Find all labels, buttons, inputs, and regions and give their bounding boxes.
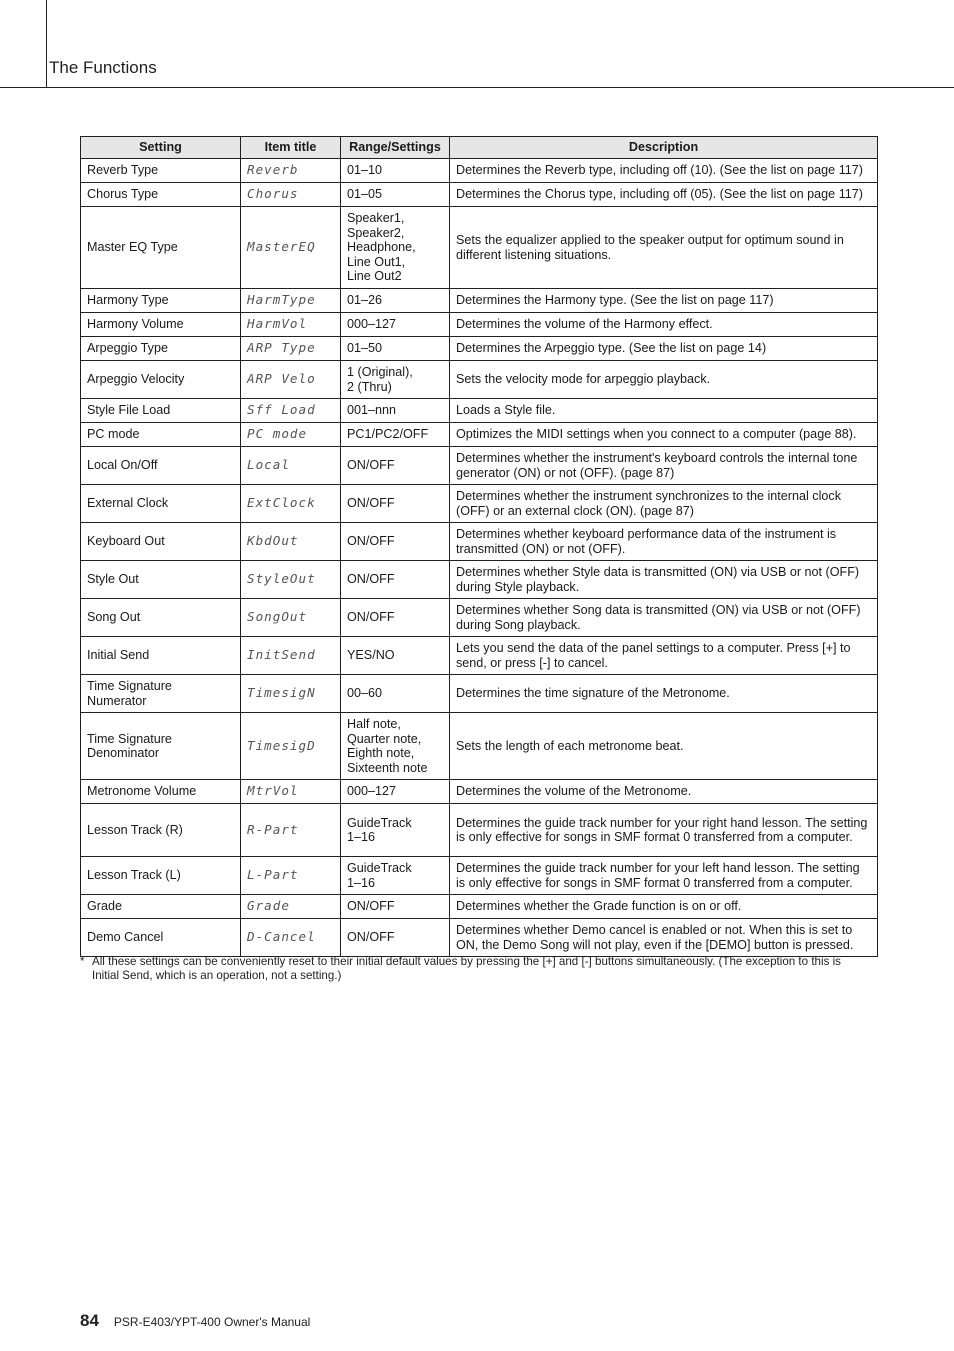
cell-item-title: D-Cancel	[241, 919, 341, 957]
cell-range: 000–127	[341, 313, 450, 337]
cell-item-title: Local	[241, 447, 341, 485]
cell-item-title: L-Part	[241, 857, 341, 895]
cell-range: 01–50	[341, 337, 450, 361]
cell-range: ON/OFF	[341, 919, 450, 957]
table-row	[81, 895, 878, 919]
cell-description: Lets you send the data of the panel settings to a computer. Press [+] to send, or press [-] to cancel.	[450, 637, 878, 675]
table-row	[81, 423, 878, 447]
cell-setting: Song Out	[81, 599, 241, 637]
cell-description: Determines whether the instrument synchronizes to the internal clock (OFF) or an external clock (ON). (page 87)	[450, 485, 878, 523]
cell-range: ON/OFF	[341, 485, 450, 523]
cell-range: Speaker1, Speaker2, Headphone, Line Out1, Line Out2	[341, 207, 450, 289]
table-row	[81, 399, 878, 423]
cell-range: 00–60	[341, 675, 450, 713]
table-row	[81, 337, 878, 361]
cell-description: Determines whether Style data is transmitted (ON) via USB or not (OFF) during Style playback.	[450, 561, 878, 599]
cell-setting: Chorus Type	[81, 183, 241, 207]
footnote	[80, 955, 870, 983]
table-row	[81, 713, 878, 780]
cell-item-title: KbdOut	[241, 523, 341, 561]
table-header-row	[81, 137, 878, 159]
cell-range: 01–10	[341, 159, 450, 183]
cell-description: Determines the Arpeggio type. (See the list on page 14)	[450, 337, 878, 361]
cell-setting: Harmony Type	[81, 289, 241, 313]
cell-setting: Lesson Track (R)	[81, 804, 241, 857]
footnote-text: All these settings can be conveniently reset to their initial default values by pressing the [+] and [-] buttons simultaneously. (The exception to this is Initial Send, which is an operation, not a setting.)	[92, 955, 841, 982]
cell-item-title: Sff Load	[241, 399, 341, 423]
cell-range: ON/OFF	[341, 895, 450, 919]
cell-range: Half note, Quarter note, Eighth note, Sixteenth note	[341, 713, 450, 780]
table-body	[81, 159, 878, 957]
cell-setting: Harmony Volume	[81, 313, 241, 337]
header-vertical-rule	[46, 0, 47, 87]
table-row	[81, 207, 878, 289]
column-header-description: Description	[450, 137, 878, 159]
cell-range: PC1/PC2/OFF	[341, 423, 450, 447]
page-number: 84	[80, 1311, 99, 1330]
cell-item-title: MtrVol	[241, 780, 341, 804]
cell-setting: Lesson Track (L)	[81, 857, 241, 895]
cell-setting: Arpeggio Velocity	[81, 361, 241, 399]
cell-setting: Master EQ Type	[81, 207, 241, 289]
cell-description: Determines whether the Grade function is on or off.	[450, 895, 878, 919]
cell-range: 000–127	[341, 780, 450, 804]
table-row	[81, 919, 878, 957]
cell-setting: Keyboard Out	[81, 523, 241, 561]
cell-description: Determines the Chorus type, including off (05). (See the list on page 117)	[450, 183, 878, 207]
cell-range: 1 (Original), 2 (Thru)	[341, 361, 450, 399]
cell-range: GuideTrack 1–16	[341, 804, 450, 857]
table-row	[81, 857, 878, 895]
table-row	[81, 637, 878, 675]
cell-description: Sets the length of each metronome beat.	[450, 713, 878, 780]
function-settings-table	[80, 136, 878, 957]
cell-description: Determines whether Song data is transmitted (ON) via USB or not (OFF) during Song playback.	[450, 599, 878, 637]
cell-item-title: ARP Velo	[241, 361, 341, 399]
cell-item-title: Reverb	[241, 159, 341, 183]
column-header-range: Range/Settings	[341, 137, 450, 159]
cell-setting: Demo Cancel	[81, 919, 241, 957]
cell-description: Optimizes the MIDI settings when you connect to a computer (page 88).	[450, 423, 878, 447]
cell-description: Determines the guide track number for your right hand lesson. The setting is only effective for songs in SMF format 0 transferred from a computer.	[450, 804, 878, 857]
cell-item-title: HarmVol	[241, 313, 341, 337]
cell-item-title: TimesigN	[241, 675, 341, 713]
cell-range: 01–26	[341, 289, 450, 313]
cell-range: ON/OFF	[341, 599, 450, 637]
cell-item-title: StyleOut	[241, 561, 341, 599]
header-horizontal-rule	[0, 87, 954, 88]
cell-description: Determines whether Demo cancel is enabled or not. When this is set to ON, the Demo Song will not play, even if the [DEMO] button is pressed.	[450, 919, 878, 957]
table-row	[81, 485, 878, 523]
table-row	[81, 675, 878, 713]
cell-setting: External Clock	[81, 485, 241, 523]
table-row	[81, 599, 878, 637]
cell-item-title: ARP Type	[241, 337, 341, 361]
cell-setting: Style Out	[81, 561, 241, 599]
cell-item-title: HarmType	[241, 289, 341, 313]
cell-range: ON/OFF	[341, 561, 450, 599]
cell-item-title: Chorus	[241, 183, 341, 207]
section-title: The Functions	[49, 58, 157, 77]
cell-range: GuideTrack 1–16	[341, 857, 450, 895]
footnote-marker: *	[80, 955, 85, 968]
table-row	[81, 183, 878, 207]
cell-range: 01–05	[341, 183, 450, 207]
cell-setting: Time Signature Denominator	[81, 713, 241, 780]
cell-setting: Metronome Volume	[81, 780, 241, 804]
cell-item-title: TimesigD	[241, 713, 341, 780]
cell-setting: PC mode	[81, 423, 241, 447]
cell-setting: Initial Send	[81, 637, 241, 675]
table-row	[81, 804, 878, 857]
cell-setting: Grade	[81, 895, 241, 919]
cell-setting: Time Signature Numerator	[81, 675, 241, 713]
cell-description: Sets the velocity mode for arpeggio playback.	[450, 361, 878, 399]
cell-description: Loads a Style file.	[450, 399, 878, 423]
cell-description: Determines whether the instrument's keyboard controls the internal tone generator (ON) or not (OFF). (page 87)	[450, 447, 878, 485]
manual-title: PSR-E403/YPT-400 Owner's Manual	[113, 1315, 311, 1329]
cell-description: Determines the Reverb type, including off (10). (See the list on page 117)	[450, 159, 878, 183]
cell-setting: Local On/Off	[81, 447, 241, 485]
cell-setting: Style File Load	[81, 399, 241, 423]
cell-description: Sets the equalizer applied to the speaker output for optimum sound in different listening situations.	[450, 207, 878, 289]
cell-range: ON/OFF	[341, 447, 450, 485]
table-row	[81, 780, 878, 804]
cell-item-title: Grade	[241, 895, 341, 919]
column-header-setting: Setting	[81, 137, 241, 159]
table-row	[81, 447, 878, 485]
cell-description: Determines the time signature of the Metronome.	[450, 675, 878, 713]
cell-item-title: SongOut	[241, 599, 341, 637]
cell-description: Determines the volume of the Metronome.	[450, 780, 878, 804]
cell-item-title: PC mode	[241, 423, 341, 447]
cell-item-title: ExtClock	[241, 485, 341, 523]
column-header-item-title: Item title	[241, 137, 341, 159]
table-row	[81, 159, 878, 183]
cell-description: Determines the Harmony type. (See the list on page 117)	[450, 289, 878, 313]
table-row	[81, 289, 878, 313]
table-row	[81, 561, 878, 599]
cell-setting: Reverb Type	[81, 159, 241, 183]
cell-range: 001–nnn	[341, 399, 450, 423]
cell-description: Determines whether keyboard performance data of the instrument is transmitted (ON) or not (OFF).	[450, 523, 878, 561]
cell-description: Determines the volume of the Harmony effect.	[450, 313, 878, 337]
table-row	[81, 523, 878, 561]
cell-item-title: InitSend	[241, 637, 341, 675]
cell-range: ON/OFF	[341, 523, 450, 561]
table-row	[81, 313, 878, 337]
page-footer	[80, 1311, 310, 1331]
cell-item-title: MasterEQ	[241, 207, 341, 289]
cell-setting: Arpeggio Type	[81, 337, 241, 361]
table-row	[81, 361, 878, 399]
cell-item-title: R-Part	[241, 804, 341, 857]
cell-range: YES/NO	[341, 637, 450, 675]
cell-description: Determines the guide track number for your left hand lesson. The setting is only effective for songs in SMF format 0 transferred from a computer.	[450, 857, 878, 895]
